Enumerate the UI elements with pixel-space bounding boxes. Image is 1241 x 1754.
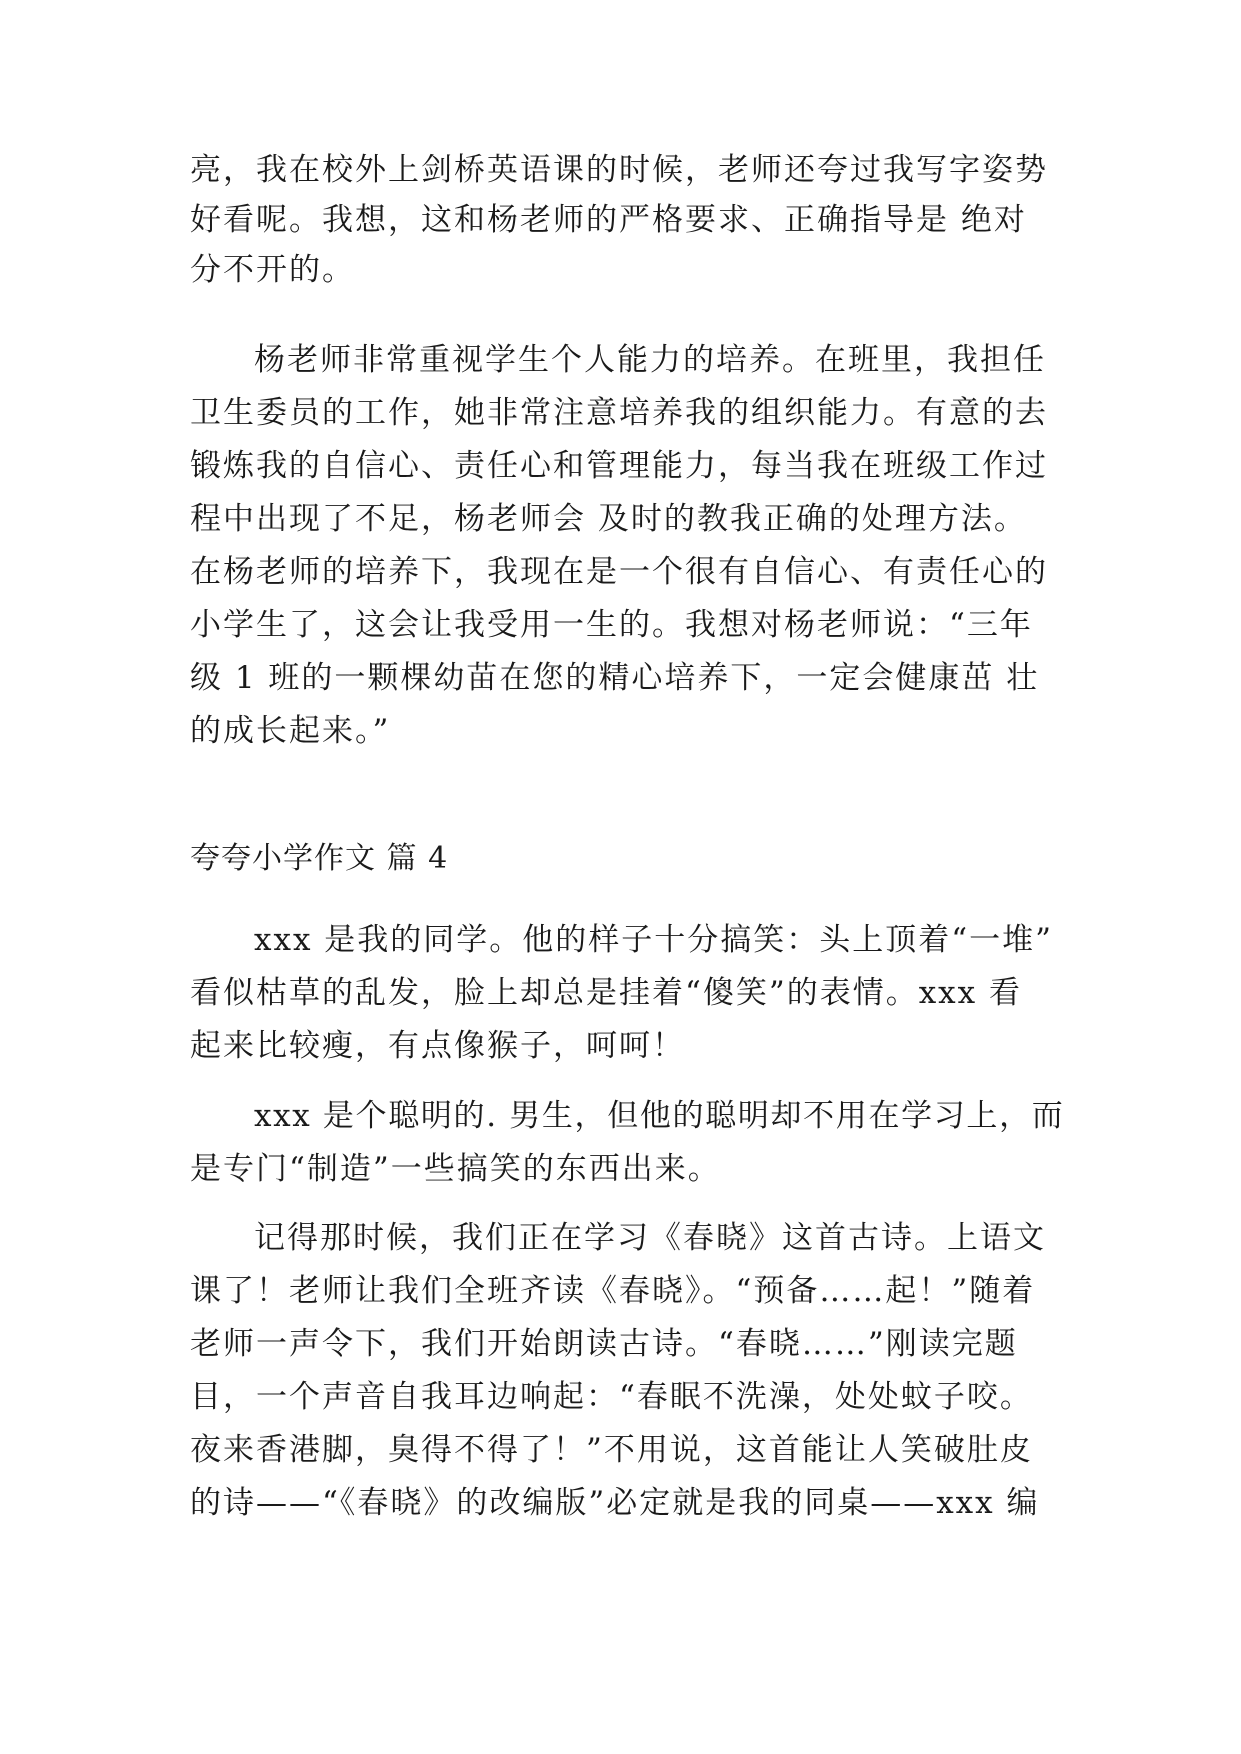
text-line: 锻炼我的自信心、责任心和管理能力，每当我在班级工作过 <box>190 448 1048 484</box>
text-line: 亮，我在校外上剑桥英语课的时候，老师还夸过我写字姿势 <box>190 152 1048 188</box>
text-line: 在杨老师的培养下，我现在是一个很有自信心、有责任心的 <box>190 554 1048 590</box>
text-line: 起来比较瘦，有点像猴子，呵呵！ <box>190 1028 685 1064</box>
text-line: 分不开的。 <box>190 252 355 288</box>
text-line: 看似枯草的乱发，脸上却总是挂着“傻笑”的表情。xxx 看 <box>190 975 1022 1011</box>
text-line: 的成长起来。” <box>190 713 391 749</box>
text-line: 小学生了，这会让我受用一生的。我想对杨老师说：“三年 <box>190 607 1033 643</box>
text-line: 是专门“制造”一些搞笑的东西出来。 <box>190 1151 721 1187</box>
text-line: 好看呢。我想，这和杨老师的严格要求、正确指导是 绝对 <box>190 202 1027 238</box>
paragraph-first-line: 杨老师非常重视学生个人能力的培养。在班里，我担任 <box>254 342 1046 378</box>
text-line: 老师一声令下，我们开始朗读古诗。“春晓……”刚读完题 <box>190 1326 1018 1362</box>
paragraph-first-line: xxx 是我的同学。他的样子十分搞笑：头上顶着“一堆” <box>254 922 1053 958</box>
text-line: 课了！老师让我们全班齐读《春晓》。“预备……起！”随着 <box>190 1273 1036 1309</box>
paragraph-first-line: 记得那时候，我们正在学习《春晓》这首古诗。上语文 <box>254 1220 1046 1256</box>
paragraph-first-line: xxx 是个聪明的. 男生，但他的聪明却不用在学习上，而 <box>254 1098 1065 1134</box>
text-line: 的诗——“《春晓》的改编版”必定就是我的同桌——xxx 编 <box>190 1485 1040 1521</box>
text-line: 目，一个声音自我耳边响起：“春眠不洗澡，处处蚊子咬。 <box>190 1379 1033 1415</box>
text-line: 夜来香港脚，臭得不得了！”不用说，这首能让人笑破肚皮 <box>190 1432 1033 1468</box>
text-line: 卫生委员的工作，她非常注意培养我的组织能力。有意的去 <box>190 395 1048 431</box>
text-line: 级 1 班的一颗棵幼苗在您的精心培养下，一定会健康茁 壮 <box>190 660 1040 696</box>
section-heading: 夸夸小学作文 篇 4 <box>190 841 449 876</box>
text-line: 程中出现了不足，杨老师会 及时的教我正确的处理方法。 <box>190 501 1027 537</box>
